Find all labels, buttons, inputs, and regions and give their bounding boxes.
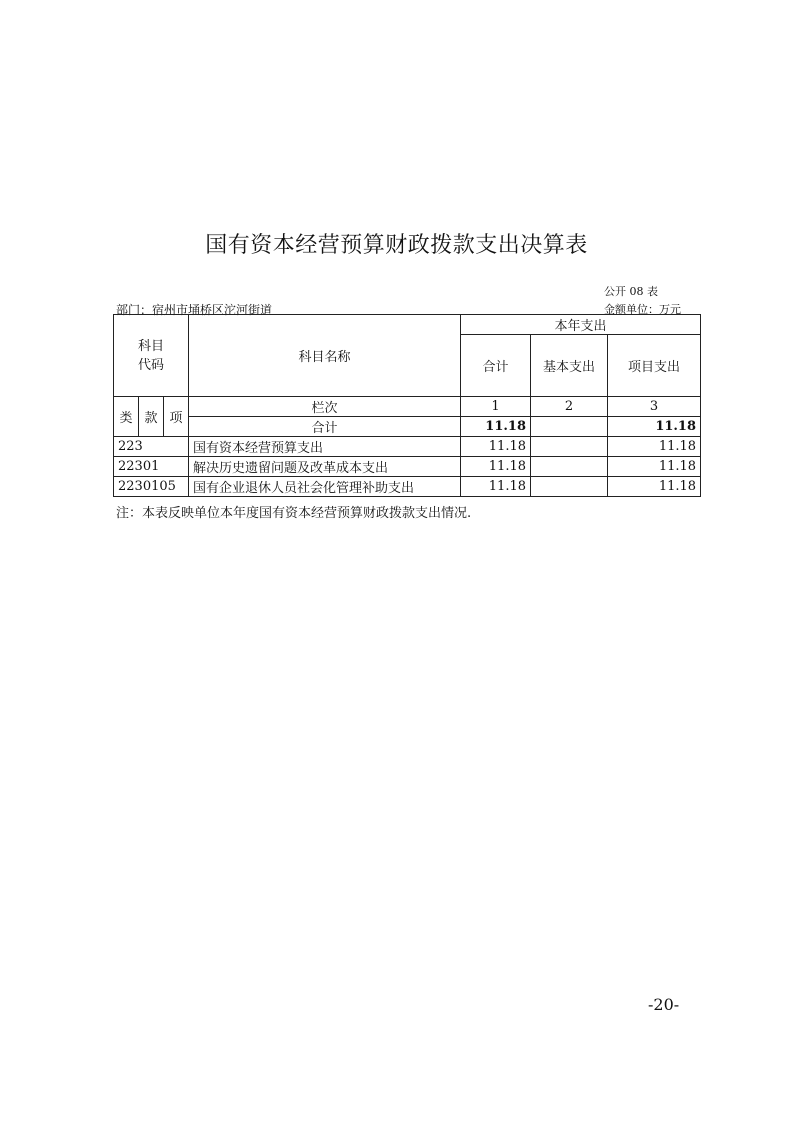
- row-project: 11.18: [608, 457, 701, 477]
- header-lei: 类: [114, 397, 139, 437]
- table-row: [114, 437, 701, 457]
- col-index-2: 2: [531, 397, 608, 417]
- header-kuan: 款: [139, 397, 164, 437]
- row-code: 22301: [114, 457, 189, 477]
- table-row: [114, 457, 701, 477]
- col-index-3: 3: [608, 397, 701, 417]
- header-xiang: 项: [164, 397, 189, 437]
- total-row-label: 合计: [189, 417, 461, 437]
- total-row-project: 11.18: [608, 417, 701, 437]
- header-total: 合计: [461, 335, 531, 397]
- row-total: 11.18: [461, 477, 531, 497]
- header-basic: 基本支出: [531, 335, 608, 397]
- row-total: 11.18: [461, 437, 531, 457]
- form-number: 公开 08 表: [604, 285, 658, 298]
- header-code-label: 科目 代码: [137, 338, 164, 373]
- row-code: 223: [114, 437, 189, 457]
- header-lanci: 栏次: [189, 397, 461, 417]
- row-project: 11.18: [608, 437, 701, 457]
- row-project: 11.18: [608, 477, 701, 497]
- header-current-year: 本年支出: [461, 315, 701, 335]
- table-row: [114, 477, 701, 497]
- table-note: 注：本表反映单位本年度国有资本经营预算财政拨款支出情况.: [116, 506, 472, 521]
- page-number: -20-: [648, 995, 680, 1014]
- row-basic: [531, 457, 608, 477]
- row-name: 解决历史遗留问题及改革成本支出: [189, 457, 461, 477]
- row-code: 2230105: [114, 477, 189, 497]
- row-basic: [531, 437, 608, 457]
- row-name: 国有企业退休人员社会化管理补助支出: [189, 477, 461, 497]
- total-row-basic: [531, 417, 608, 437]
- header-project: 项目支出: [608, 335, 701, 397]
- row-total: 11.18: [461, 457, 531, 477]
- header-code: [114, 315, 189, 397]
- department-label: 部门：宿州市埇桥区沱河街道: [116, 303, 273, 317]
- row-basic: [531, 477, 608, 497]
- col-index-1: 1: [461, 397, 531, 417]
- amount-unit: 金额单位：万元: [604, 303, 681, 316]
- row-name: 国有资本经营预算支出: [189, 437, 461, 457]
- header-name: 科目名称: [189, 315, 461, 397]
- total-row-total: 11.18: [461, 417, 531, 437]
- budget-table: [113, 314, 701, 497]
- table-title: 国有资本经营预算财政拨款支出决算表: [205, 233, 588, 258]
